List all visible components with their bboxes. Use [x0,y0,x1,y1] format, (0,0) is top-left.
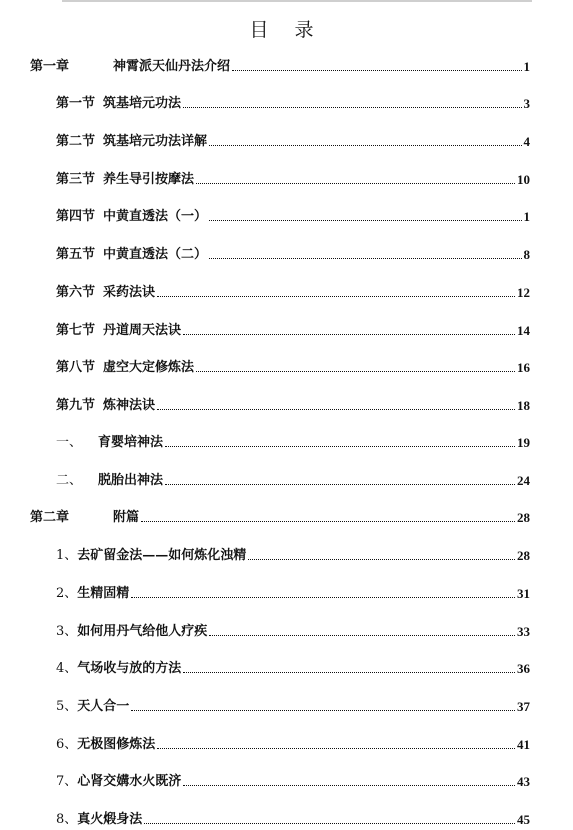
toc-entry[interactable] [56,544,530,564]
dot-leader [165,484,515,485]
toc-entry-number: 第五节 [56,247,96,262]
dot-leader [183,672,515,673]
toc-entry[interactable] [56,808,530,828]
toc-entry-page-number: 10 [517,172,530,187]
dot-leader [196,371,515,372]
dot-leader [209,145,521,146]
toc-entry[interactable] [56,657,530,677]
toc-entry[interactable] [56,620,530,640]
toc-entry-number: 2、 [56,586,78,601]
toc-entry-title: 神霄派天仙丹法介绍 [113,59,231,74]
toc-entry-number: 第二节 [56,134,96,149]
toc-entry-number: 4、 [56,661,78,676]
toc-entry-page-number: 14 [517,323,530,338]
toc-entry-page-number: 31 [517,586,530,601]
toc-entry-title: 天人合一 [77,699,130,714]
dot-leader [209,220,521,221]
toc-entry-page-number: 8 [523,247,530,262]
toc-entry-number: 7、 [56,774,78,789]
toc-entry-page-number: 12 [517,285,530,300]
toc-entry-page-number: 28 [517,548,530,563]
toc-entry-page-number: 33 [517,624,530,639]
dot-leader [183,334,515,335]
toc-entry-page-number: 24 [517,473,530,488]
toc-entry-number: 第四节 [56,209,96,224]
toc-entry-number: 8、 [56,812,78,827]
toc-entry[interactable] [56,92,530,112]
toc-entry[interactable] [56,205,530,225]
toc-entry-page-number: 45 [517,812,530,827]
toc-entry[interactable] [56,168,530,188]
toc-entry-title: 心肾交媾水火既济 [77,774,182,789]
toc-entry-title: 虚空大定修炼法 [103,360,195,375]
toc-entry-title: 中黄直透法（二） [103,247,208,262]
toc-entry-page-number: 37 [517,699,530,714]
toc-entry-number: 第二章 [30,510,70,525]
toc-entry[interactable] [56,733,530,753]
toc-entry[interactable] [56,356,530,376]
toc-entry[interactable] [56,319,530,339]
toc-entry[interactable] [56,770,530,790]
toc-entry-title: 附篇 [113,510,140,525]
dot-leader [196,183,515,184]
dot-leader [157,748,515,749]
toc-entry-number: 第九节 [56,398,96,413]
dot-leader [183,107,521,108]
toc-entry[interactable] [56,582,530,602]
toc-entry-number: 第六节 [56,285,96,300]
toc-entry-page-number: 43 [517,774,530,789]
toc-entry-number: 第七节 [56,323,96,338]
toc-entry-page-number: 3 [523,96,530,111]
toc-entry-number: 6、 [56,737,78,752]
toc-entry-title: 采药法诀 [103,285,156,300]
toc-entry[interactable] [30,506,530,526]
toc-entry-title: 育婴培神法 [98,435,164,450]
toc-entry-page-number: 4 [523,134,530,149]
dot-leader [157,409,515,410]
toc-entry-page-number: 28 [517,510,530,525]
toc-entry-title: 养生导引按摩法 [103,172,195,187]
toc-entry-number: 一、 [56,435,83,450]
toc-entry-number: 3、 [56,624,78,639]
toc-entry-number: 第一章 [30,59,70,74]
toc-entry[interactable] [56,469,530,489]
toc-entry-number: 第八节 [56,360,96,375]
toc-entry[interactable] [56,394,530,414]
toc-entry-page-number: 41 [517,737,530,752]
dot-leader [131,597,515,598]
toc-entry-page-number: 1 [523,209,530,224]
toc-entry-title: 气场收与放的方法 [77,661,182,676]
toc-entry-number: 第一节 [56,96,96,111]
dot-leader [209,635,515,636]
toc-entry-title: 丹道周天法诀 [103,323,182,338]
dot-leader [157,296,515,297]
dot-leader [131,710,515,711]
toc-entry-title: 真火煅身法 [77,812,143,827]
toc-entry[interactable] [56,243,530,263]
toc-entry-page-number: 19 [517,435,530,450]
toc-entry[interactable] [56,130,530,150]
toc-entry-number: 二、 [56,473,83,488]
toc-entry-title: 筑基培元功法 [103,96,182,111]
toc-entry[interactable] [56,281,530,301]
dot-leader [183,785,515,786]
toc-entry-number: 1、 [56,548,78,563]
dot-leader [165,446,515,447]
toc-entry-page-number: 36 [517,661,530,676]
toc-entry[interactable] [56,431,530,451]
dot-leader [248,559,515,560]
dot-leader [141,521,515,522]
toc-entry-page-number: 18 [517,398,530,413]
toc-entry-title: 无极图修炼法 [77,737,156,752]
toc-entry[interactable] [56,695,530,715]
toc-entry-title: 生精固精 [77,586,130,601]
toc-entry-page-number: 16 [517,360,530,375]
toc-entry-number: 第三节 [56,172,96,187]
dot-leader [232,70,521,71]
toc-entry-title: 筑基培元功法详解 [103,134,208,149]
page-title: 目 录 [249,19,324,41]
toc-entry-number: 5、 [56,699,78,714]
toc-entry-title: 去矿留金法——如何炼化浊精 [77,548,247,563]
toc-entry-page-number: 1 [523,59,530,74]
toc-entry-title: 脱胎出神法 [98,473,164,488]
toc-entry-title: 中黄直透法（一） [103,209,208,224]
dot-leader [144,823,515,824]
toc-entry[interactable] [30,55,530,75]
toc-entry-title: 炼神法诀 [103,398,156,413]
dot-leader [209,258,521,259]
toc-entry-title: 如何用丹气给他人疗疾 [77,624,208,639]
